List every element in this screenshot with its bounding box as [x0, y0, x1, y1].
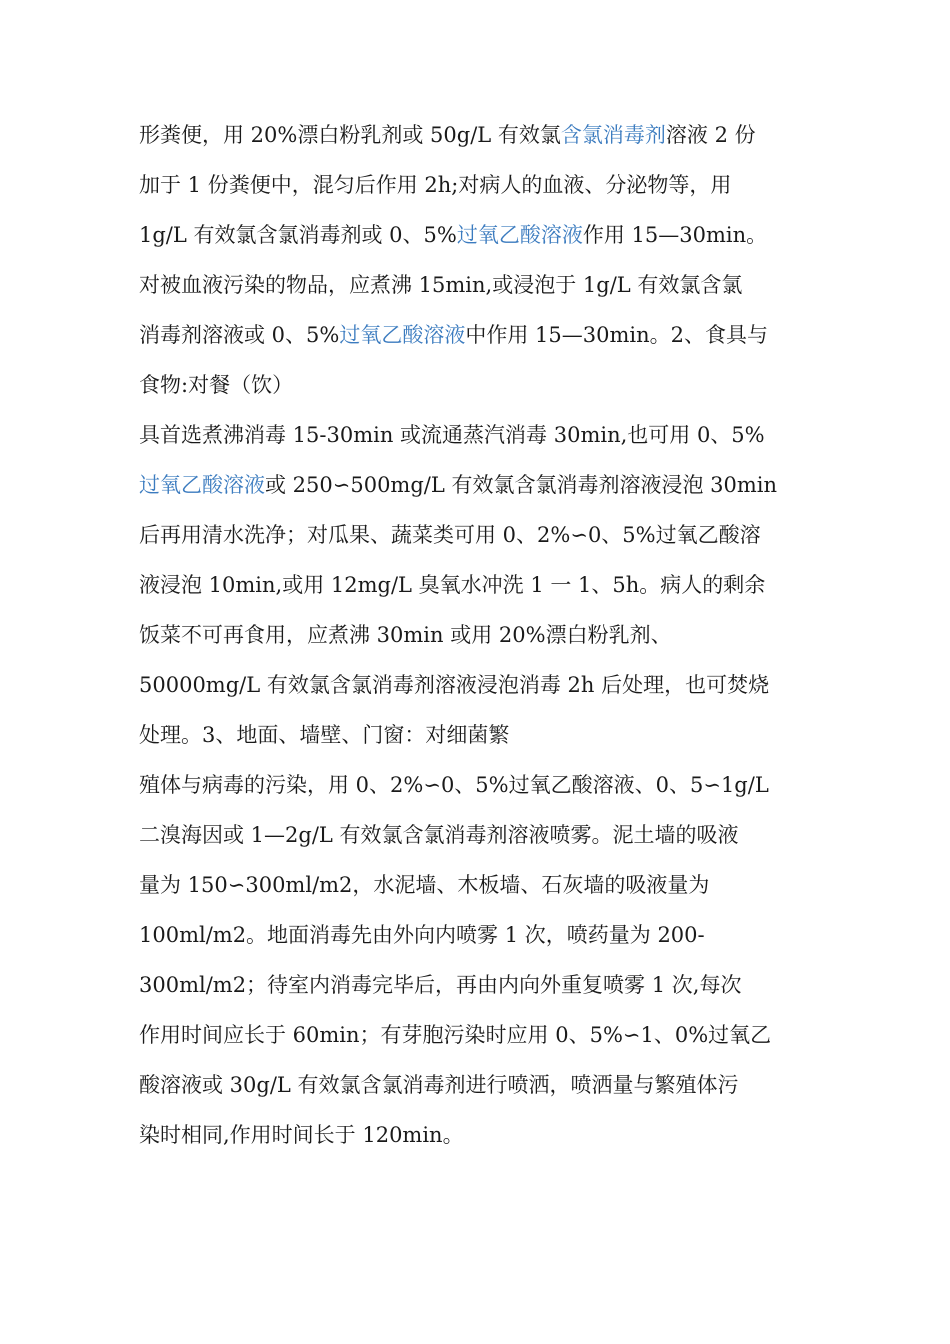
text-segment: 300ml/m2；待室内消毒完毕后，再由内向外重复喷雾 1 次,每次	[139, 973, 742, 997]
text-segment: 1g/L 有效氯含氯消毒剂或 0、5%	[139, 223, 457, 247]
text-segment: 处理。3、地面、墙壁、门窗：对细菌繁	[139, 723, 510, 747]
text-line	[139, 1060, 819, 1110]
text-line	[139, 960, 819, 1010]
text-line	[139, 760, 819, 810]
text-segment: 消毒剂溶液或 0、5%	[139, 323, 340, 347]
text-segment: 具首选煮沸消毒 15-30min 或流通蒸汽消毒 30min,也可用 0、5%	[139, 423, 765, 447]
text-segment: 作用 15—30min。	[582, 223, 768, 247]
text-segment: 对被血液污染的物品，应煮沸 15min,或浸泡于 1g/L 有效氯含氯	[139, 273, 743, 297]
document-body	[139, 110, 819, 1160]
text-line	[139, 160, 819, 210]
text-segment: 染时相同,作用时间长于 120min。	[139, 1123, 464, 1147]
text-segment: 溶液 2 份	[665, 123, 756, 147]
text-line	[139, 910, 819, 960]
text-line	[139, 660, 819, 710]
text-segment: 后再用清水洗净；对瓜果、蔬菜类可用 0、2%∽0、5%过氧乙酸溶	[139, 523, 761, 547]
text-segment: 饭菜不可再食用，应煮沸 30min 或用 20%漂白粉乳剂、	[139, 623, 672, 647]
text-line	[139, 810, 819, 860]
text-segment: 液浸泡 10min,或用 12mg/L 臭氧水冲洗 1 一 1、5h。病人的剩余	[139, 573, 766, 597]
text-segment: 量为 150∽300ml/m2，水泥墙、木板墙、石灰墙的吸液量为	[139, 873, 710, 897]
keyword-link[interactable]: 过氧乙酸溶液	[339, 323, 466, 347]
text-segment: 殖体与病毒的污染，用 0、2%∽0、5%过氧乙酸溶液、0、5∽1g/L	[139, 773, 769, 797]
text-line	[139, 510, 819, 560]
text-line	[139, 1110, 819, 1160]
text-line	[139, 110, 819, 160]
text-line	[139, 610, 819, 660]
text-line	[139, 310, 819, 360]
text-segment: 食物:对餐（饮）	[139, 373, 294, 397]
keyword-link[interactable]: 含氯消毒剂	[560, 123, 666, 147]
text-line	[139, 210, 819, 260]
text-segment: 作用时间应长于 60min；有芽胞污染时应用 0、5%∽1、0%过氧乙	[139, 1023, 772, 1047]
text-segment: 100ml/m2。地面消毒先由外向内喷雾 1 次，喷药量为 200-	[139, 923, 705, 947]
text-segment: 50000mg/L 有效氯含氯消毒剂溶液浸泡消毒 2h 后处理，也可焚烧	[139, 673, 770, 697]
text-segment: 形粪便，用 20%漂白粉乳剂或 50g/L 有效氯	[139, 123, 561, 147]
text-segment: 加于 1 份粪便中，混匀后作用 2h;对病人的血液、分泌物等，用	[139, 173, 732, 197]
text-segment: 或 250∽500mg/L 有效氯含氯消毒剂溶液浸泡 30min	[265, 473, 778, 497]
text-line	[139, 860, 819, 910]
text-segment: 中作用 15—30min。2、食具与	[465, 323, 768, 347]
text-line	[139, 360, 819, 410]
keyword-link[interactable]: 过氧乙酸溶液	[456, 223, 583, 247]
text-line	[139, 460, 819, 510]
keyword-link[interactable]: 过氧乙酸溶液	[139, 473, 265, 497]
text-segment: 二溴海因或 1—2g/L 有效氯含氯消毒剂溶液喷雾。泥土墙的吸液	[139, 823, 739, 847]
text-line	[139, 1010, 819, 1060]
text-segment: 酸溶液或 30g/L 有效氯含氯消毒剂进行喷洒，喷洒量与繁殖体污	[139, 1073, 739, 1097]
text-line	[139, 560, 819, 610]
text-line	[139, 410, 819, 460]
text-line	[139, 260, 819, 310]
text-line	[139, 710, 819, 760]
